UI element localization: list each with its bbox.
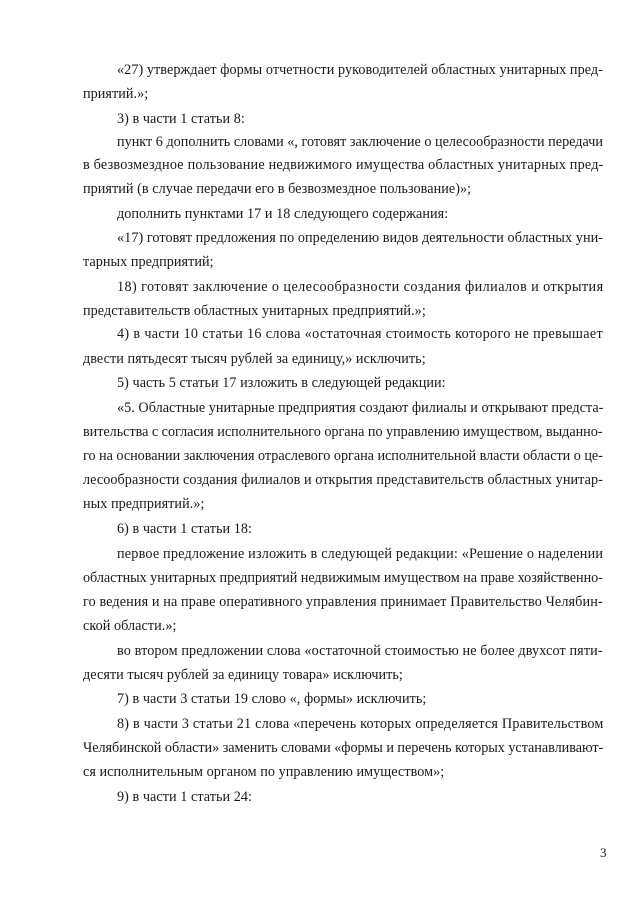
- text-line: «5. Областные унитарные предприятия создают филиалы и открывают предста-: [117, 400, 604, 416]
- text-line: вительства с согласия исполнительного органа по управлению имуществом, выданно-: [83, 424, 603, 440]
- text-line: ской области.»;: [83, 618, 177, 634]
- text-line: дополнить пунктами 17 и 18 следующего содержания:: [117, 206, 449, 222]
- text-line: 5) часть 5 статьи 17 изложить в следующей редакции:: [117, 375, 446, 391]
- text-line: 3) в части 1 статьи 8:: [117, 111, 245, 127]
- text-line: 6) в части 1 статьи 18:: [117, 521, 253, 537]
- text-line: го на основании заключения отраслевого органа исполнительной власти области о це-: [83, 448, 603, 464]
- text-line: представительств областных унитарных предприятий.»;: [83, 303, 426, 319]
- text-line: 8) в части 3 статьи 21 слова «перечень которых определяется Правительством: [117, 716, 604, 732]
- text-line: «17) готовят предложения по определению видов деятельности областных уни-: [117, 230, 604, 246]
- page-number: 3: [600, 845, 607, 860]
- text-line: двести пятьдесят тысяч рублей за единицу,» исключить;: [83, 351, 426, 367]
- text-line: лесообразности создания филиалов и открытия представительств областных унитар-: [83, 472, 603, 488]
- text-line: 18) готовят заключение о целесообразности создания филиалов и открытия: [117, 279, 604, 295]
- text-line: 7) в части 3 статьи 19 слово «, формы» исключить;: [117, 691, 427, 707]
- text-line: 4) в части 10 статьи 16 слова «остаточная стоимость которого не превышает: [117, 326, 604, 342]
- text-line: десяти тысяч рублей за единицу товара» исключить;: [83, 667, 403, 683]
- text-line: ся исполнительным органом по управлению имуществом»;: [83, 764, 445, 780]
- text-line: во втором предложении слова «остаточной стоимостью не более двухсот пяти-: [117, 643, 603, 659]
- text-line: в безвозмездное пользование недвижимого имущества областных унитарных пред-: [83, 157, 604, 173]
- text-line: «27) утверждает формы отчетности руководителей областных унитарных пред-: [117, 62, 603, 78]
- text-line: 9) в части 1 статьи 24:: [117, 789, 253, 805]
- text-line: областных унитарных предприятий недвижимым имуществом на праве хозяйственно-: [83, 570, 603, 586]
- text-line: приятий (в случае передачи его в безвозмездное пользование)»;: [83, 181, 472, 197]
- text-line: первое предложение изложить в следующей редакции: «Решение о наделении: [117, 546, 604, 562]
- text-line: ных предприятий.»;: [83, 496, 205, 512]
- text-line: Челябинской области» заменить словами «формы и перечень которых устанавливают-: [83, 740, 604, 756]
- text-line: тарных предприятий;: [83, 254, 214, 270]
- text-line: го ведения и на праве оперативного управления принимает Правительство Челябин-: [83, 594, 603, 610]
- text-line: приятий.»;: [83, 86, 149, 102]
- text-line: пункт 6 дополнить словами «, готовят заключение о целесообразности передачи: [117, 134, 604, 150]
